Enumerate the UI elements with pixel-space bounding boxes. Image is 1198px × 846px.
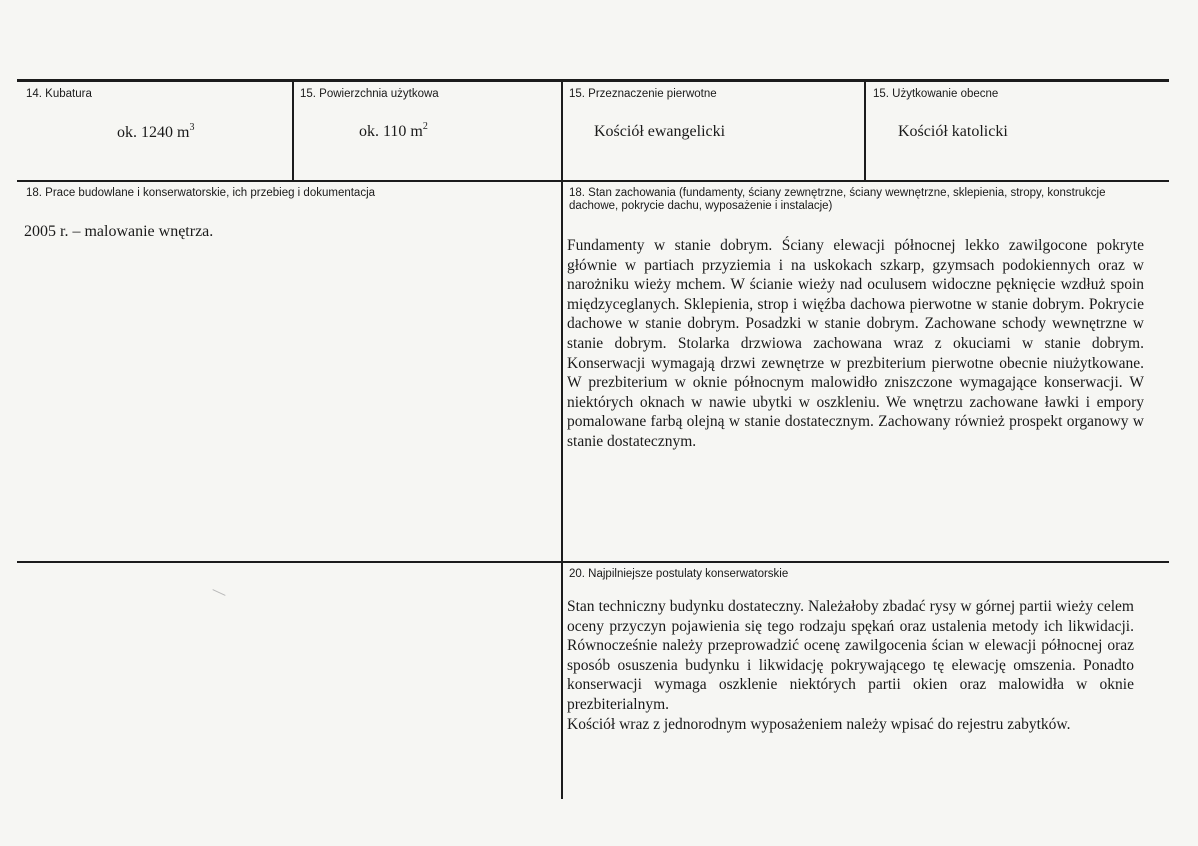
center-divider <box>561 182 563 799</box>
row2-bottom-rule <box>17 561 1169 563</box>
row1-divider-1 <box>292 82 294 181</box>
stan-label: 18. Stan zachowania (fundamenty, ściany zewnętrzne, ściany wewnętrzne, sklepienia, stropy, konstrukcje dachowe, pokrycie dachu, wyposażenie i instalacje) <box>569 187 1106 212</box>
scan-mark <box>212 589 225 596</box>
top-rule <box>17 79 1169 82</box>
kubatura-value-text: ok. 1240 m <box>117 124 190 141</box>
kubatura-value <box>117 124 194 142</box>
postulaty-paragraph-1: Stan techniczny budynku dostateczny. Należałoby zbadać rysy w górnej partii wieży celem oceny przyczyn pojawienia się tego rodzaju spękań oraz ustalenia metody ich likwidacji. Równocześnie należy przeprowadzić ocenę zawilgocenia ścian w elewacji północnej oraz sposób osuszenia budynku i likwidację pokrywającego tę elewację omszenia. Ponadto konserwacji wymaga oszklenie niektórych partii okien oraz malowidła w oknie prezbiterialnym. <box>567 598 1134 713</box>
row1-divider-2 <box>561 82 563 181</box>
prace-label: 18. Prace budowlane i konserwatorskie, ich przebieg i dokumentacja <box>26 187 376 199</box>
stan-text <box>567 236 1144 452</box>
powierzchnia-label: 15. Powierzchnia użytkowa <box>300 88 439 100</box>
postulaty-label: 20. Najpilniejsze postulaty konserwatorskie <box>569 568 789 580</box>
kubatura-unit-exponent: 3 <box>189 122 195 133</box>
uzytkowanie-value: Kościół katolicki <box>898 123 1008 140</box>
przeznaczenie-value: Kościół ewangelicki <box>594 123 726 140</box>
prace-value: 2005 r. – malowanie wnętrza. <box>24 223 214 240</box>
postulaty-paragraph-2: Kościół wraz z jednorodnym wyposażeniem należy wpisać do rejestru zabytków. <box>567 715 1071 733</box>
uzytkowanie-label: 15. Użytkowanie obecne <box>873 88 999 100</box>
stan-paragraph: Fundamenty w stanie dobrym. Ściany elewacji północnej lekko zawilgocone pokryte głównie w partiach przyziemia i na uskokach szkarp, gzymsach podokiennych oraz w narożniku wieży mchem. W ścianie wieży nad oculusem widoczne pęknięcie wzdłuż spoin międzyceglanych. Sklepienia, strop i więźba dachowa pierwotne w stanie dobrym. Pokrycie dachowe w stanie dobrym. Posadzki w stanie dobrym. Zachowane schody wewnętrzne w stanie dobrym. Stolarka drzwiowa zachowana wraz z okuciami w stanie dobrym. Konserwacji wymagają drzwi zewnętrze w prezbiterium pierwotne obecnie niużytkowane. W prezbiterium w oknie północnym malowidło zniszczone wymagające konserwacji. W niektórych oknach w nawie ubytki w oszkleniu. We wnętrzu zachowane ławki i empory pomalowane farbą olejną w stanie dostatecznym. Zachowany również prospekt organowy w stanie dostatecznym. <box>567 237 1144 450</box>
row1-bottom-rule <box>17 180 1169 182</box>
postulaty-text <box>567 597 1134 734</box>
row1-divider-3 <box>864 82 866 181</box>
powierzchnia-value <box>359 123 428 141</box>
powierzchnia-value-text: ok. 110 m <box>359 123 423 140</box>
przeznaczenie-label: 15. Przeznaczenie pierwotne <box>569 88 717 100</box>
kubatura-label: 14. Kubatura <box>26 88 92 100</box>
powierzchnia-unit-exponent: 2 <box>422 121 428 132</box>
